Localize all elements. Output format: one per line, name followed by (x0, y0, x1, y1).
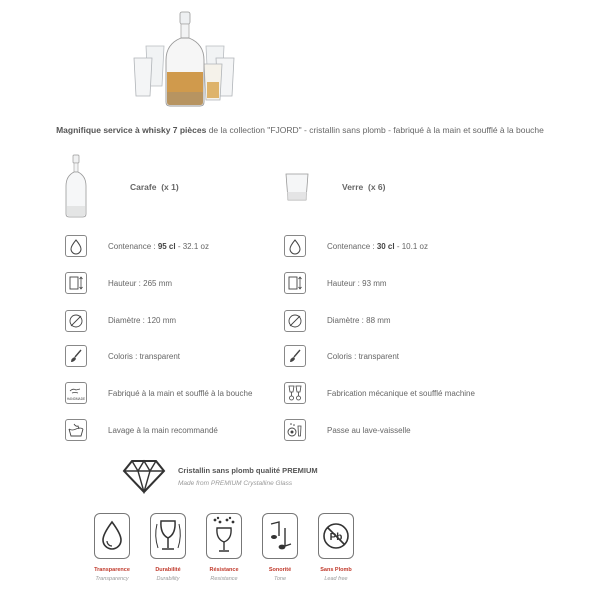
carafe-title (130, 182, 179, 192)
headline (0, 125, 600, 135)
spec-prefix: Contenance : (327, 242, 377, 251)
verre-spec-height: Hauteur : 93 mm (327, 279, 387, 288)
carafe-spec-color: Coloris : transparent (108, 352, 181, 361)
spec-bold: 95 cl (157, 242, 176, 251)
drop-icon (65, 235, 87, 257)
badge-label-durability: Durabilité (155, 567, 181, 573)
badge-sub-durability: Durability (156, 576, 180, 582)
verre-title-text: Verre (342, 182, 364, 192)
hand-wash-icon (65, 419, 87, 441)
carafe-image (64, 154, 88, 218)
diamond-icon (122, 458, 166, 494)
badge-label-tone: Sonorité (268, 567, 292, 573)
verre-spec-diameter: Diamètre : 88 mm (327, 316, 391, 325)
crystal-subtitle: Made from PREMIUM Crystalline Glass (178, 480, 293, 487)
badge-label-resistance: Résistance (209, 567, 239, 573)
lead-free-icon (318, 513, 354, 559)
badge-sub-transparency: Transparency (95, 576, 129, 582)
diameter-icon (284, 310, 306, 332)
height-icon (65, 272, 87, 294)
verre-spec-color: Coloris : transparent (327, 352, 400, 361)
brush-icon (65, 345, 87, 367)
tone-note-icon (262, 513, 298, 559)
badge-label-transparency: Transparence (94, 567, 130, 573)
carafe-spec-capacity (108, 242, 209, 251)
headline-rest: de la collection "FJORD" - cristallin sans plomb - fabriqué à la main et soufflé à la bouche (206, 125, 544, 135)
handmade-icon (65, 382, 87, 404)
badge-sub-resistance: Resistance (210, 576, 238, 582)
drop-icon (284, 235, 306, 257)
durability-glass-icon (150, 513, 186, 559)
diameter-icon (65, 310, 87, 332)
handmade-tag: HANDMADE (66, 397, 86, 401)
machine-made-icon (284, 382, 306, 404)
verre-title (342, 182, 386, 192)
badge-label-lead-free: Sans Plomb (320, 567, 352, 573)
carafe-qty: (x 1) (161, 182, 179, 192)
spec-prefix: Contenance : (108, 242, 158, 251)
height-icon (284, 272, 306, 294)
badge-sub-lead-free: Lead free (324, 576, 348, 582)
badge-sub-tone: Tone (273, 576, 287, 582)
verre-spec-manufacture: Fabrication mécanique et soufflé machine (327, 389, 475, 398)
carafe-title-text: Carafe (130, 182, 157, 192)
verre-spec-wash: Passe au lave-vaisselle (327, 426, 411, 435)
spec-bold: 30 cl (376, 242, 395, 251)
carafe-spec-diameter: Diamètre : 120 mm (108, 316, 177, 325)
verre-image (284, 172, 310, 202)
verre-spec-capacity (327, 242, 428, 251)
verre-qty: (x 6) (368, 182, 386, 192)
carafe-spec-height: Hauteur : 265 mm (108, 279, 173, 288)
hero-product-image (130, 8, 240, 114)
brush-icon (284, 345, 306, 367)
carafe-spec-wash: Lavage à la main recommandé (108, 426, 218, 435)
carafe-spec-manufacture: Fabriqué à la main et soufflé à la bouche (108, 389, 253, 398)
spec-suffix: - 32.1 oz (175, 242, 209, 251)
lead-free-glyph: Pb (329, 532, 343, 543)
resistance-glass-icon (206, 513, 242, 559)
headline-bold: Magnifique service à whisky 7 pièces (56, 125, 207, 135)
dishwasher-icon (284, 419, 306, 441)
transparency-drop-icon (94, 513, 130, 559)
spec-suffix: - 10.1 oz (394, 242, 428, 251)
crystal-title: Cristallin sans plomb qualité PREMIUM (178, 466, 318, 475)
